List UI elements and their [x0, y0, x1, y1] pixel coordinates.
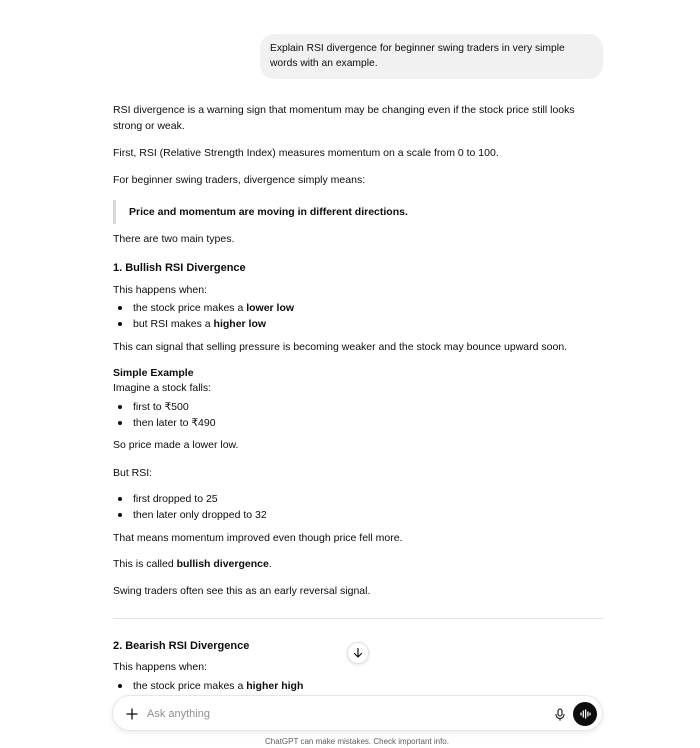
rsi-list	[113, 491, 603, 523]
price-list	[113, 399, 603, 431]
microphone-icon	[554, 708, 566, 721]
user-message-text: Explain RSI divergence for beginner swing traders in very simple words with an example.	[270, 43, 565, 69]
plus-icon	[126, 708, 138, 720]
paragraph-signal: This can signal that selling pressure is becoming weaker and the stock may bounce upward soon.	[113, 341, 568, 353]
blockquote-text: Price and momentum are moving in different directions.	[129, 206, 408, 218]
paragraph-example-intro: Imagine a stock falls:	[113, 382, 212, 394]
paragraph-intro: RSI divergence is a warning sign that momentum may be changing even if the stock price still looks strong or weak.	[113, 104, 575, 132]
section-divider	[113, 618, 603, 619]
user-message-bubble	[260, 34, 603, 79]
paragraph-but-rsi: But RSI:	[113, 467, 153, 479]
paragraph-divergence-meaning: For beginner swing traders, divergence simply means:	[113, 174, 366, 186]
list-item: first dropped to 25	[113, 491, 603, 507]
arrow-down-icon	[352, 647, 364, 659]
paragraph-happens-when: This happens when:	[113, 284, 207, 296]
list-item: the stock price makes a higher high	[113, 678, 603, 694]
voice-waveform-icon	[579, 708, 591, 720]
list-item: the stock price makes a lower low	[113, 300, 603, 316]
list-item: then later only dropped to 32	[113, 507, 603, 523]
dictate-button[interactable]	[551, 705, 569, 723]
scroll-to-bottom-button[interactable]	[347, 642, 369, 664]
paragraph-price-result: So price made a lower low.	[113, 439, 239, 451]
heading-bearish: 2. Bearish RSI Divergence	[113, 640, 250, 652]
voice-mode-button[interactable]	[573, 702, 597, 726]
list-item: then later to ₹490	[113, 415, 603, 431]
attach-button[interactable]	[123, 705, 141, 723]
paragraph-momentum: That means momentum improved even though price fell more.	[113, 532, 403, 544]
list-item: first to ₹500	[113, 399, 603, 415]
paragraph-reversal: Swing traders often see this as an early reversal signal.	[113, 585, 371, 597]
subheading-simple-example: Simple Example	[113, 367, 194, 379]
paragraph-two-types: There are two main types.	[113, 233, 235, 245]
bullish-conditions-list	[113, 300, 603, 332]
list-item: but RSI makes a higher low	[113, 316, 603, 332]
paragraph-happens-when-bearish: This happens when:	[113, 661, 207, 673]
paragraph-rsi-definition: First, RSI (Relative Strength Index) measures momentum on a scale from 0 to 100.	[113, 147, 499, 159]
ask-input[interactable]	[147, 706, 527, 722]
blockquote	[113, 200, 603, 224]
disclaimer: ChatGPT can make mistakes. Check important info.	[265, 737, 449, 746]
composer	[112, 695, 603, 731]
heading-bullish: 1. Bullish RSI Divergence	[113, 262, 246, 274]
paragraph-called: This is called bullish divergence.	[113, 558, 272, 570]
